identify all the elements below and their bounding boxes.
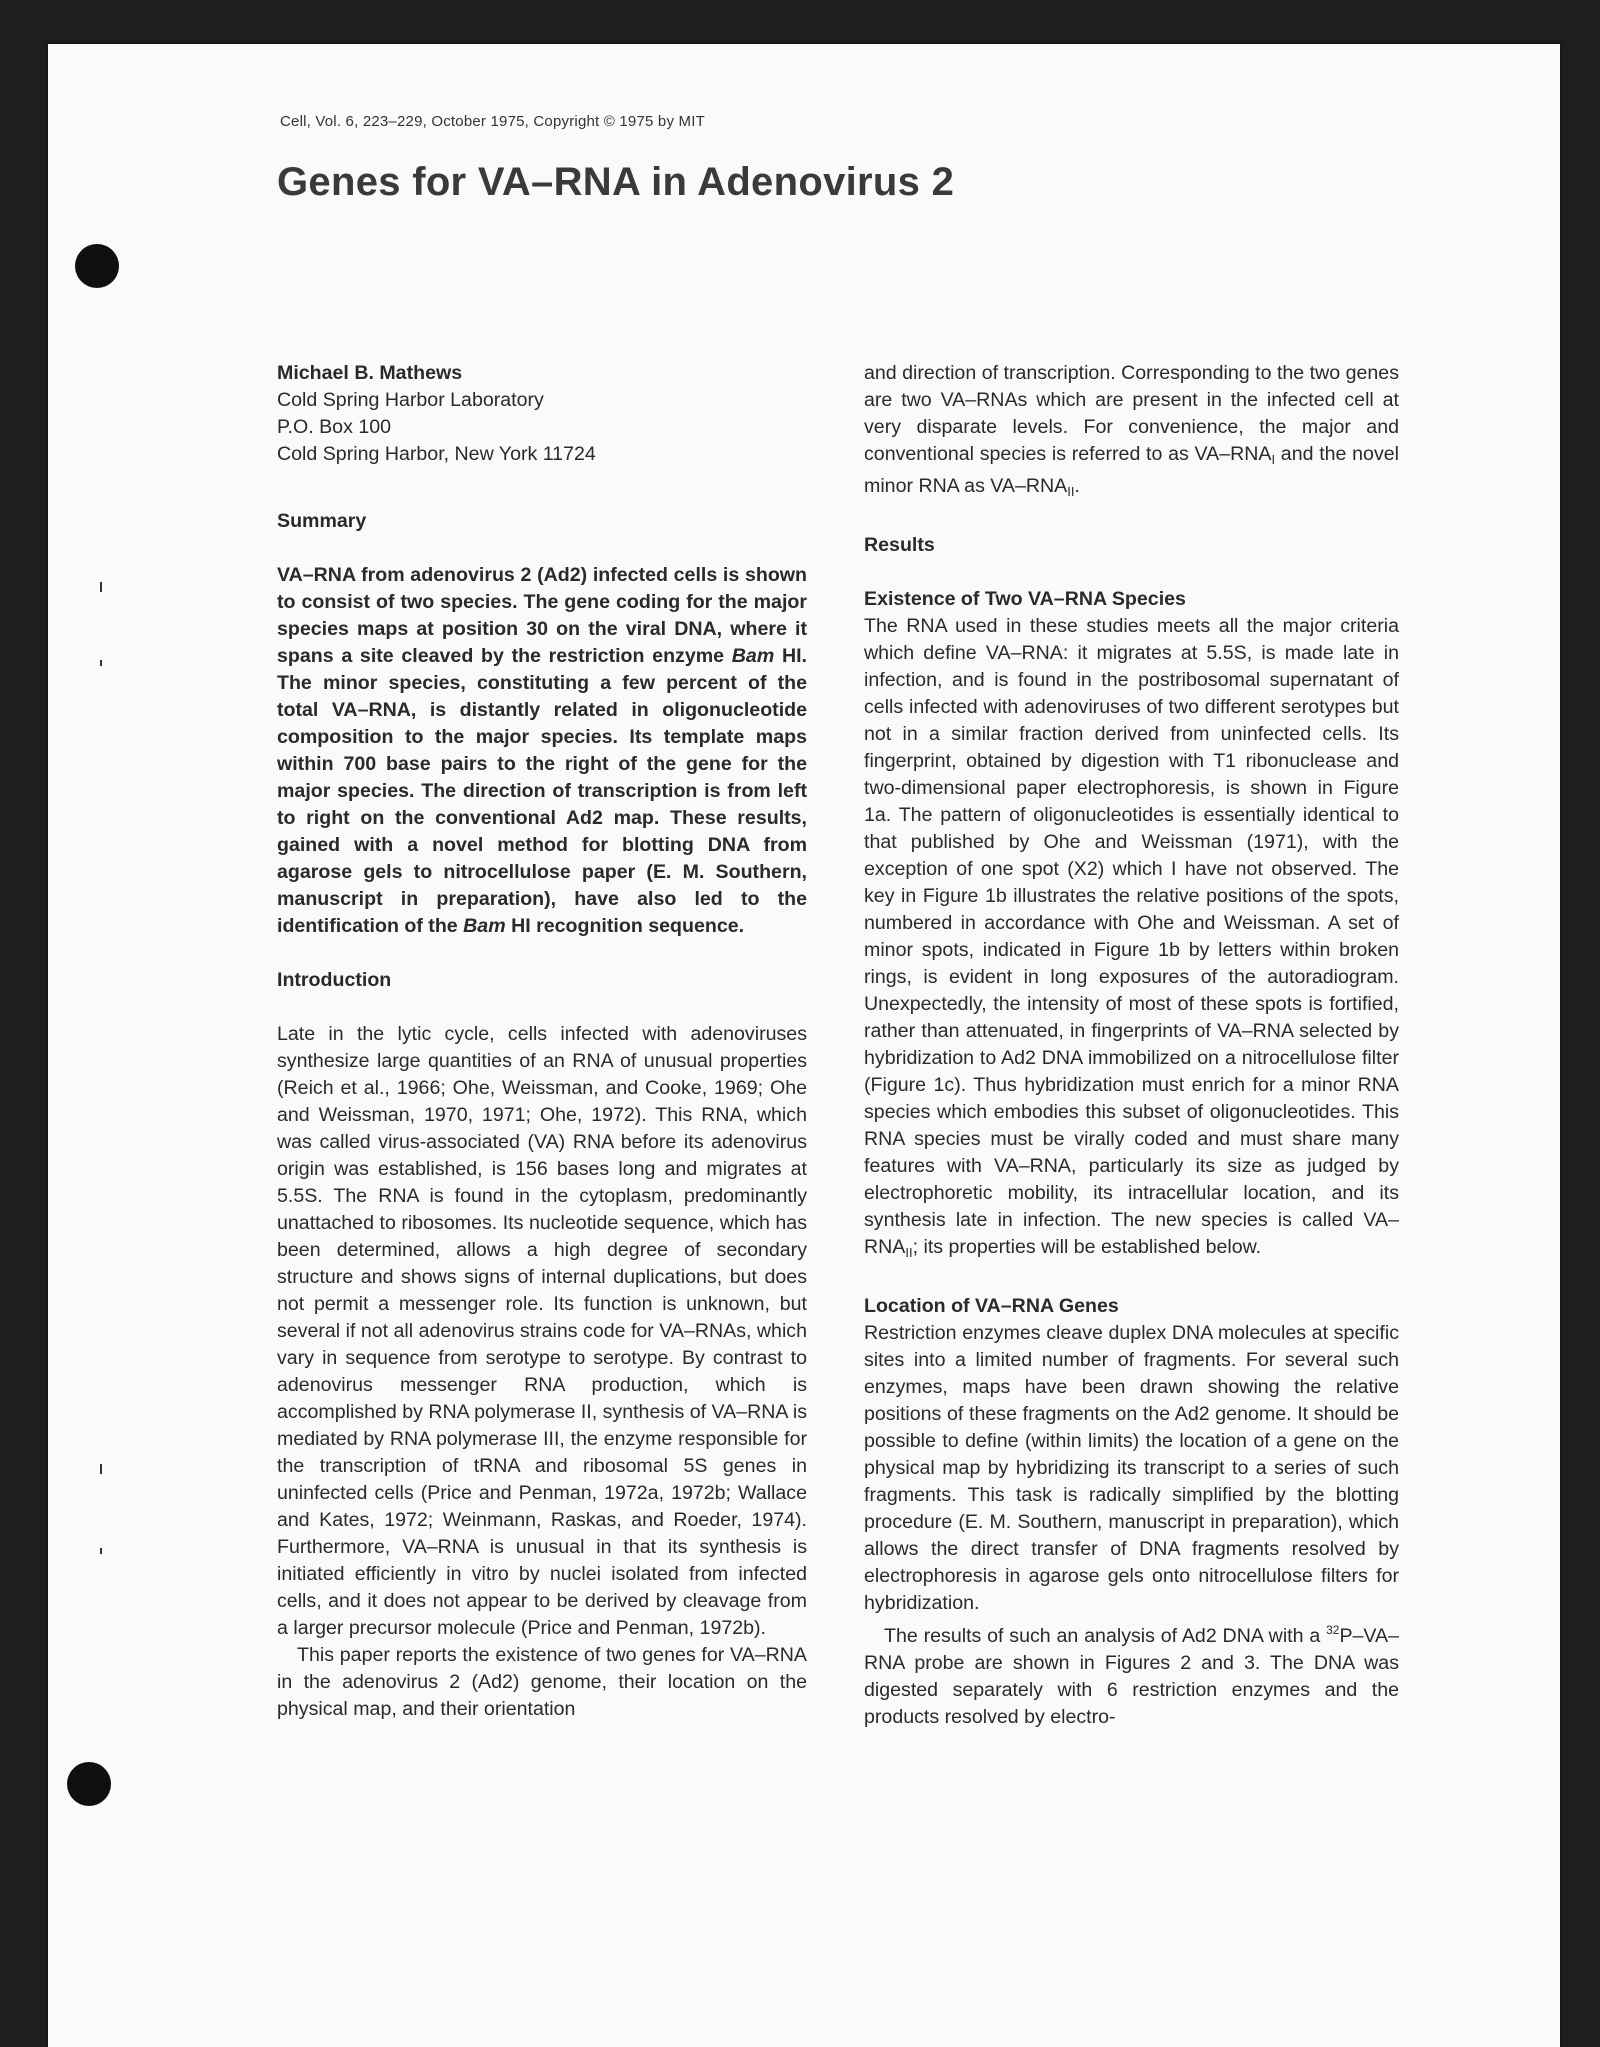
results-heading: Results (864, 534, 935, 556)
introduction-paragraph-1: Late in the lytic cycle, cells infected with adenoviruses synthesize large quantities of an RNA of unusual properties (Reich et al., 1966; Ohe, Weissman, and Cooke, 1969; Ohe and Weissman, 1970, 1971; Ohe, 1972). This RNA, which was called virus-associated (VA) RNA before its adenovirus origin was established, is 156 bases long and migrates at 5.5S. The RNA is found in the cytoplasm, predominantly unattached to ribosomes. Its nucleotide sequence, which has been determined, allows a high degree of secondary structure and shows signs of internal duplications, but does not permit a messenger role. Its function is unknown, but several if not all adenovirus strains code for VA–RNAs, which vary in sequence from serotype to serotype. By contrast to adenovirus messenger RNA production, which is accomplished by RNA polymerase II, synthesis of VA–RNA is mediated by RNA polymerase III, the enzyme responsible for the transcription of tRNA and ribosomal 5S genes in uninfected cells (Price and Penman, 1972a, 1972b; Wallace and Kates, 1972; Weinmann, Raskas, and Roeder, 1974). Furthermore, VA–RNA is unusual in that its synthesis is initiated efficiently in vitro by nuclei isolated from infected cells, and it does not appear to be derived by cleavage from a larger precursor molecule (Price and Penman, 1972b). (277, 1023, 807, 1639)
journal-citation: Cell, Vol. 6, 223–229, October 1975, Copyright © 1975 by MIT (280, 113, 705, 130)
margin-mark (100, 660, 102, 666)
introduction-paragraph-2: This paper reports the existence of two genes for VA–RNA in the adenovirus 2 (Ad2) genome, their location on the physical map, and their orientation (277, 1644, 807, 1720)
summary-text: VA–RNA from adenovirus 2 (Ad2) infected cells is shown to consist of two species. The gene coding for the major species maps at position 30 on the viral DNA, where it spans a site cleaved by the restriction enzyme Bam HI. The minor species, constituting a few percent of the total VA–RNA, is distantly related in oligonucleotide composition to the major species. Its template maps within 700 base pairs to the right of the gene for the major species. The direction of transcription is from left to right on the conventional Ad2 map. These results, gained with a novel method for blotting DNA from agarose gels to nitrocellulose paper (E. M. Southern, manuscript in preparation), have also led to the identification of the Bam HI recognition sequence. (277, 564, 807, 937)
results-paragraph-location-1: Restriction enzymes cleave duplex DNA molecules at specific sites into a limited number of fragments. For several such enzymes, maps have been drawn showing the relative positions of these fragments on the Ad2 genome. It should be possible to define (within limits) the location of a gene on the physical map by hybridizing its transcript to a series of such fragments. This task is radically simplified by the blotting procedure (E. M. Southern, manuscript in preparation), which allows the direct transfer of DNA fragments resolved by electrophoresis in agarose gels onto nitrocellulose filters for hybridization. (864, 1322, 1399, 1614)
subsection-heading-location: Location of VA–RNA Genes (864, 1295, 1119, 1317)
author-address-line1: P.O. Box 100 (277, 416, 392, 438)
author-affiliation: Cold Spring Harbor Laboratory (277, 389, 544, 411)
punch-hole-bottom (67, 1762, 111, 1806)
introduction-paragraph-2-continued: and direction of transcription. Corresponding to the two genes are two VA–RNAs which are present in the infected cell at very disparate levels. For convenience, the major and conventional species is referred to as $VA-RNA_I$ and the novel minor RNA as $VA-RNA_{II}$. (864, 362, 1399, 499)
subsection-heading-existence: Existence of Two VA–RNA Species (864, 588, 1186, 610)
summary-heading: Summary (277, 510, 367, 532)
margin-mark (100, 1464, 102, 1474)
results-paragraph-location-2: The results of such an analysis of Ad2 DNA with a $^{32}$P–VA–RNA probe are shown in Figures 2 and 3. The DNA was digested separately with 6 restriction enzymes and the products resolved by electro- (864, 1623, 1399, 1728)
introduction-heading: Introduction (277, 969, 392, 991)
results-paragraph-existence: The RNA used in these studies meets all the major criteria which define VA–RNA: it migrates at 5.5S, is made late in infection, and is found in the postribosomal supernatant of cells infected with adenoviruses of two different serotypes but not in a similar fraction derived from uninfected cells. Its fingerprint, obtained by digestion with T1 ribonuclease and two-dimensional paper electrophoresis, is shown in Figure 1a. The pattern of oligonucleotides is essentially identical to that published by Ohe and Weissman (1971), with the exception of one spot (X2) which I have not observed. The key in Figure 1b illustrates the relative positions of the spots, numbered in accordance with Ohe and Weissman. A set of minor spots, indicated in Figure 1b by letters within broken rings, is evident in long exposures of the autoradiogram. Unexpectedly, the intensity of most of these spots is fortified, rather than attenuated, in fingerprints of VA–RNA selected by hybridization to Ad2 DNA immobilized on a nitrocellulose filter (Figure 1c). Thus hybridization must enrich for a minor RNA species which embodies this subset of oligonucleotides. This RNA species must be virally coded and must share many features with VA–RNA, particularly its size as judged by electrophoretic mobility, its intracellular location, and its synthesis late in infection. The new species is called $VA-RNA_{II}$; its properties will be established below. (864, 615, 1399, 1260)
punch-hole-top (75, 244, 119, 288)
article-title: Genes for VA–RNA in Adenovirus 2 (277, 160, 955, 204)
author-address-line2: Cold Spring Harbor, New York 11724 (277, 443, 596, 465)
margin-mark (100, 582, 102, 592)
margin-mark (100, 1548, 102, 1554)
author-name: Michael B. Mathews (277, 362, 463, 384)
right-column (864, 360, 1399, 1731)
author-block (277, 360, 807, 468)
left-column (277, 360, 807, 1723)
